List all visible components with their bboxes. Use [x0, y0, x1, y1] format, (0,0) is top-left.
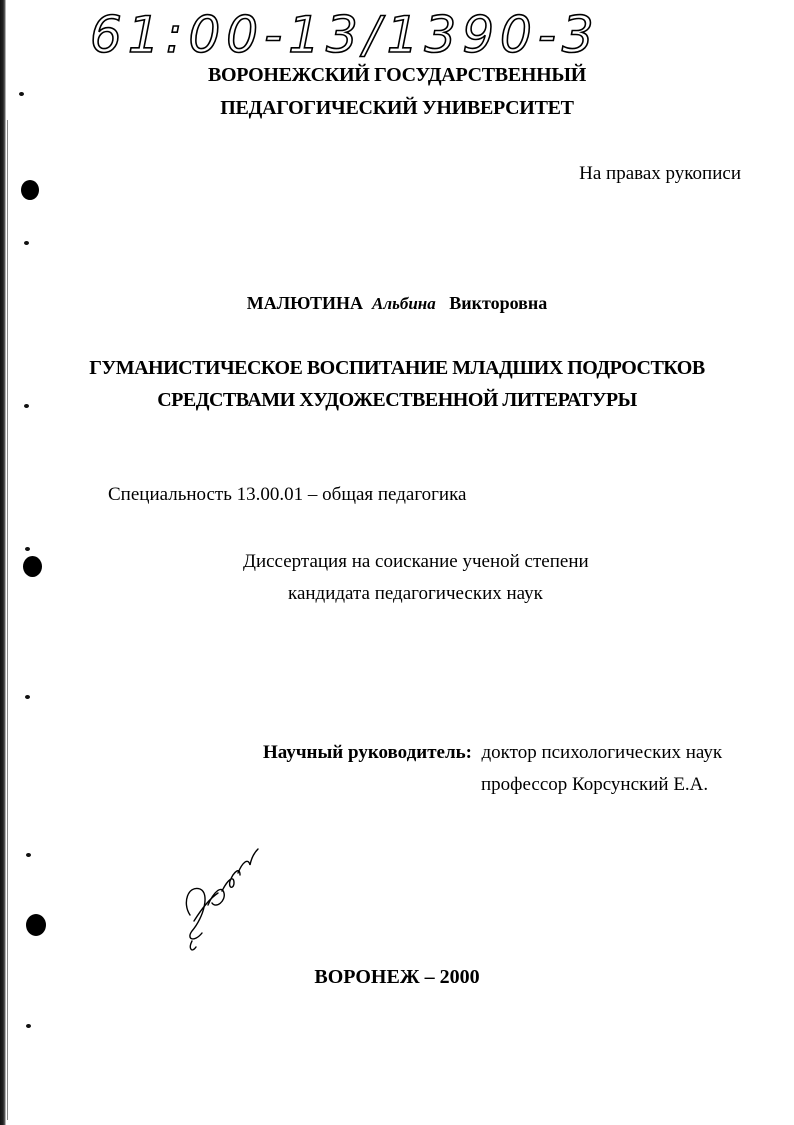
university-line2: ПЕДАГОГИЧЕСКИЙ УНИВЕРСИТЕТ	[220, 97, 574, 119]
title-line1: ГУМАНИСТИЧЕСКОЕ ВОСПИТАНИЕ МЛАДШИХ ПОДРОСТКОВ	[89, 357, 705, 379]
title-line2: СРЕДСТВАМИ ХУДОЖЕСТВЕННОЙ ЛИТЕРАТУРЫ	[157, 389, 637, 411]
scan-speck	[26, 1024, 31, 1028]
university-line1: ВОРОНЕЖСКИЙ ГОСУДАРСТВЕННЫЙ	[208, 64, 586, 86]
scan-speck	[19, 92, 24, 96]
city-year: ВОРОНЕЖ – 2000	[314, 966, 480, 988]
punch-hole	[21, 180, 39, 200]
dissertation-line1: Диссертация на соискание ученой степени	[243, 551, 589, 572]
scan-speck	[24, 241, 29, 245]
scan-speck	[25, 547, 30, 551]
specialty: Специальность 13.00.01 – общая педагогика	[108, 484, 467, 505]
dissertation-line2: кандидата педагогических наук	[288, 583, 543, 604]
scan-speck	[26, 853, 31, 857]
archive-code-text: 61:00-13/1390-3	[90, 6, 600, 64]
scan-speck	[25, 695, 30, 699]
archive-code-handwritten	[86, 2, 600, 64]
advisor-line1	[263, 742, 722, 764]
manuscript-note: На правах рукописи	[579, 163, 741, 184]
advisor-name: профессор Корсунский Е.А.	[481, 774, 709, 795]
advisor-degree: доктор психологических наук	[481, 742, 723, 763]
binding-edge	[0, 0, 6, 1125]
author-name	[0, 293, 794, 314]
punch-hole	[26, 914, 46, 936]
advisor-label: Научный руководитель:	[263, 742, 472, 763]
author-surname: МАЛЮТИНА	[246, 293, 363, 313]
punch-hole	[23, 556, 42, 577]
author-patronymic: Викторовна	[449, 293, 548, 313]
author-first-name: Альбина	[372, 294, 436, 313]
signature	[178, 845, 268, 960]
